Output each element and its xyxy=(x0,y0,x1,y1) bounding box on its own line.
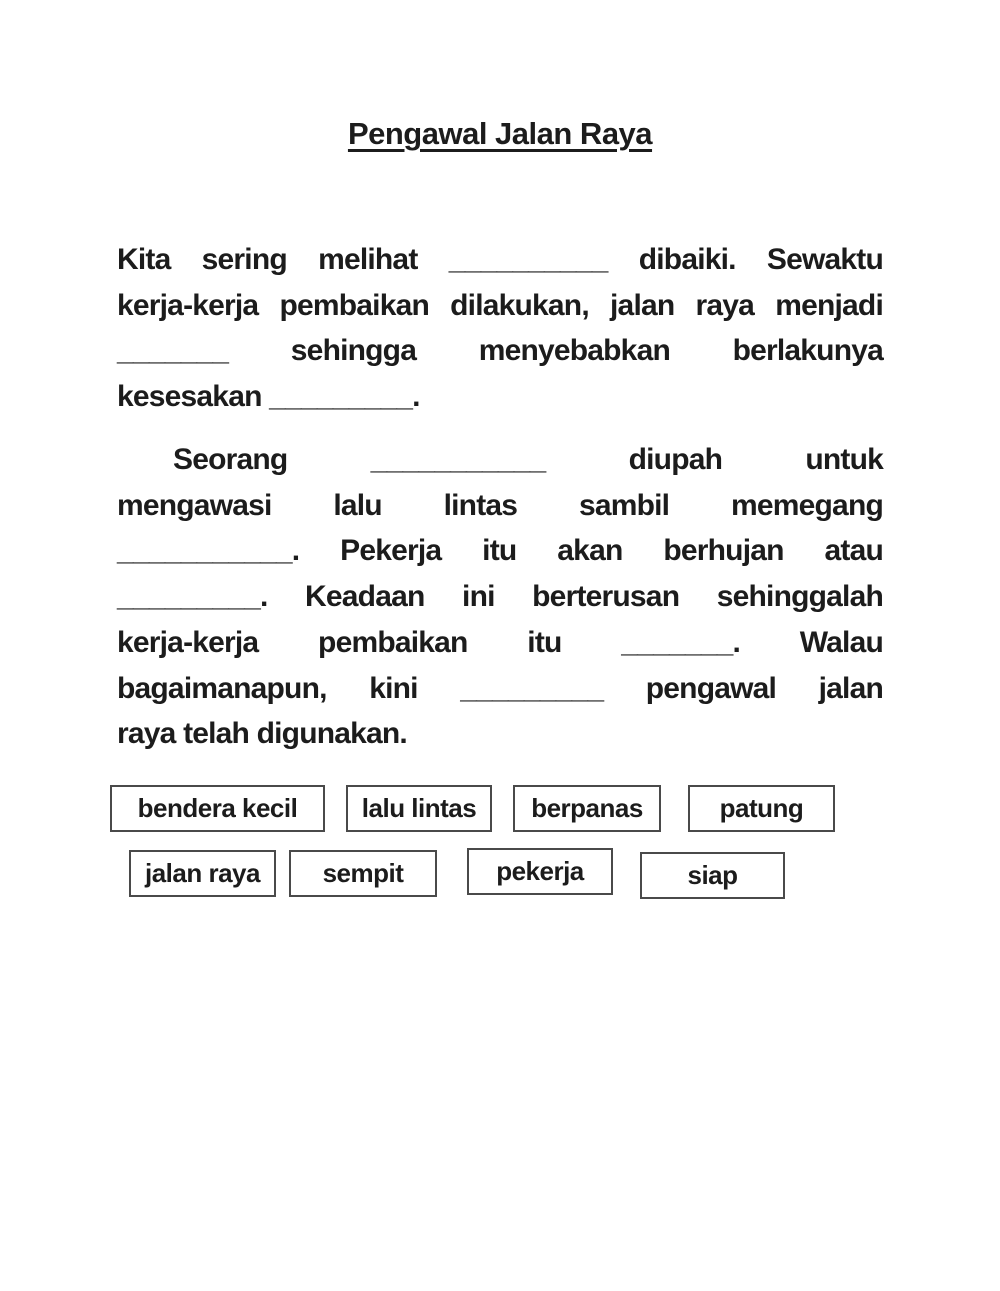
paragraph-1 xyxy=(117,237,883,420)
text-line: ___________. Pekerja itu akan berhujan atau xyxy=(117,534,883,568)
paragraph-2 xyxy=(117,437,883,757)
text-line: raya telah digunakan. xyxy=(117,717,407,751)
page-title-text: Pengawal Jalan Raya xyxy=(347,116,653,151)
text-line: _______ sehingga menyebabkan berlakunya xyxy=(117,334,883,368)
word-card-jalan-raya[interactable]: jalan raya xyxy=(129,850,276,897)
text-line: _________. Keadaan ini berterusan sehinggalah xyxy=(117,580,883,614)
word-card-siap[interactable]: siap xyxy=(640,852,785,899)
text-line: Kita sering melihat __________ dibaiki. Sewaktu xyxy=(117,243,883,276)
text-line: Seorang ___________ diupah untuk xyxy=(173,443,883,476)
word-card-berpanas[interactable]: berpanas xyxy=(513,785,661,832)
text-line: bagaimanapun, kini _________ pengawal jalan xyxy=(117,671,883,705)
page-title xyxy=(0,116,1000,152)
text-line: mengawasi lalu lintas sambil memegang xyxy=(117,488,883,522)
word-card-bendera-kecil[interactable]: bendera kecil xyxy=(110,785,325,832)
text-line: kerja-kerja pembaikan itu _______. Walau xyxy=(117,625,883,659)
word-card-sempit[interactable]: sempit xyxy=(289,850,437,897)
word-card-lalu-lintas[interactable]: lalu lintas xyxy=(346,785,492,832)
text-line: kerja-kerja pembaikan dilakukan, jalan raya menjadi xyxy=(117,288,883,322)
word-card-pekerja[interactable]: pekerja xyxy=(467,848,613,895)
text-line: kesesakan _________. xyxy=(117,380,420,414)
word-card-patung[interactable]: patung xyxy=(688,785,835,832)
